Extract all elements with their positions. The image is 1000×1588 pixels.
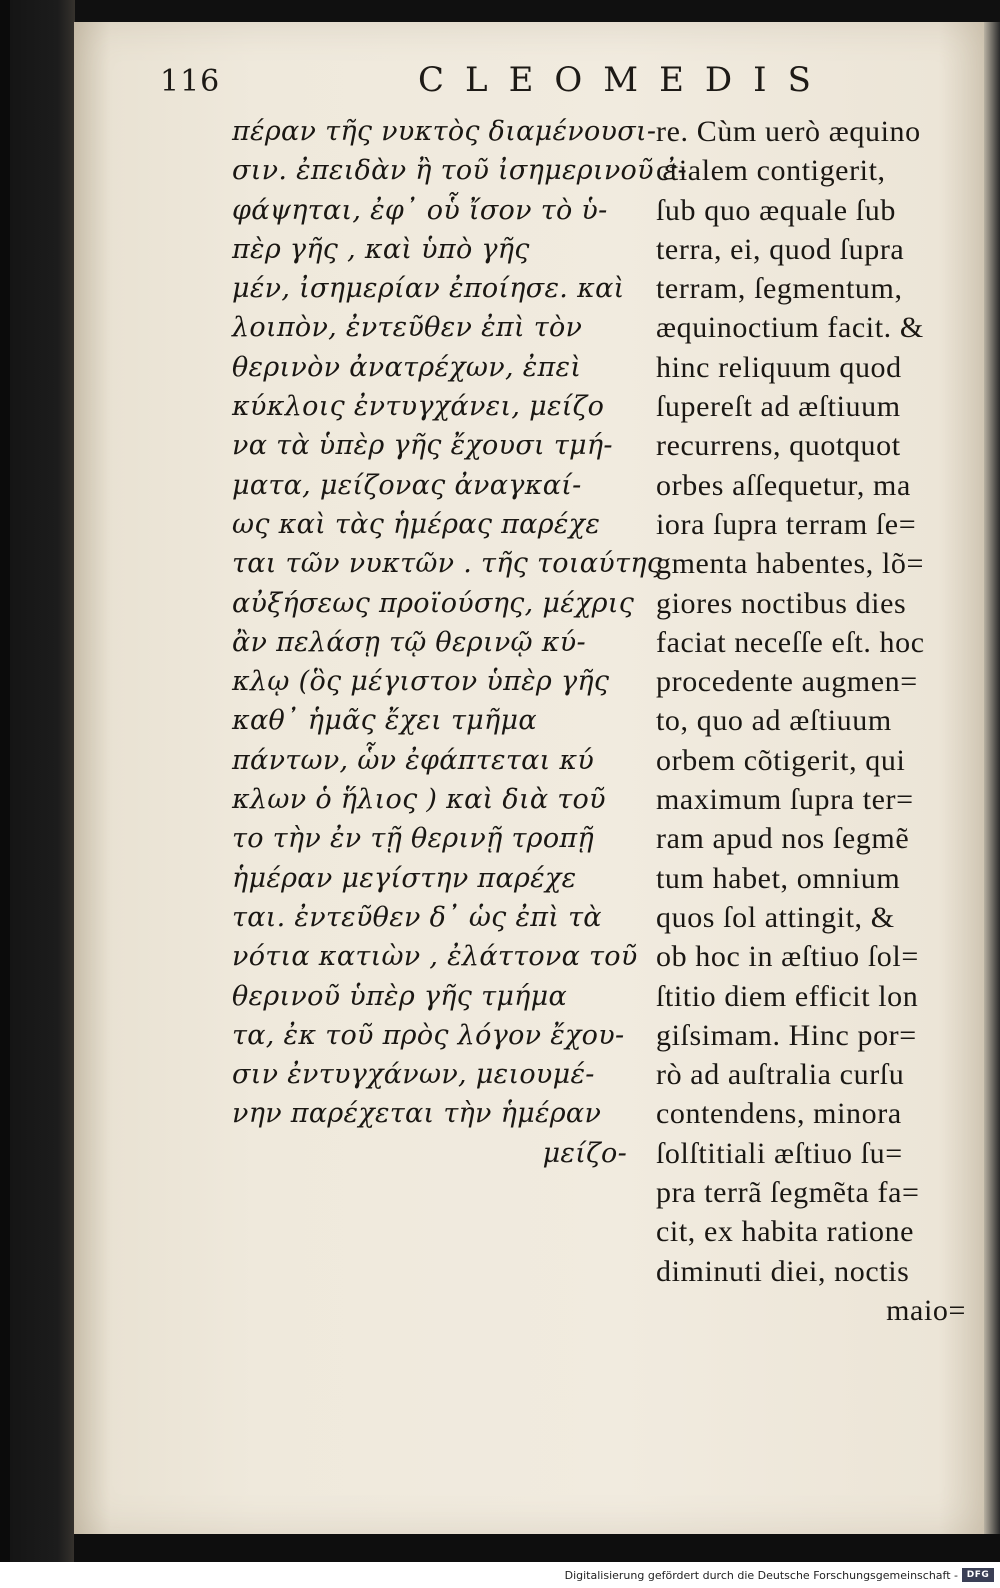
footer-bar — [0, 1562, 1000, 1588]
latin-text-line: giſsimam. Hinc por= — [656, 1018, 917, 1052]
latin-text-line: pra terrã ſegmẽta fa= — [656, 1176, 920, 1210]
latin-text-line: quos ſol attingit, & — [656, 900, 895, 934]
greek-text-line: μέν, ἰσημερίαν ἐποίησε. καὶ — [232, 273, 625, 305]
latin-text-line: ſolſtitiali æſtiuo ſu= — [656, 1136, 903, 1170]
latin-text-column — [656, 112, 966, 1330]
latin-text-line: procedente augmen= — [656, 665, 918, 699]
greek-text-line: αὐξήσεως προϊούσης, μέχρις — [232, 587, 635, 619]
page-header — [160, 60, 900, 110]
greek-text-line: νότια κατιὼν , ἐλάττονα τοῦ — [232, 941, 638, 973]
latin-text-line: tum habet, omnium — [656, 861, 901, 895]
latin-text-line: ſub quo æquale ſub — [656, 193, 896, 227]
latin-text-line: maio= — [886, 1293, 966, 1327]
funding-credit: Digitalisierung gefördert durch die Deutsche Forschungsgemeinschaft - — [564, 1569, 958, 1582]
greek-text-line: μείζο- — [542, 1137, 627, 1169]
latin-text-line: giores noctibus dies — [656, 586, 907, 620]
top-edge — [75, 0, 1000, 22]
latin-text-line: to, quo ad æſtiuum — [656, 704, 892, 738]
greek-text-line: καθ᾽ ἡμᾶς ἔχει τμῆμα — [232, 705, 537, 737]
greek-text-line: θερινοῦ ὑπὲρ γῆς τμήμα — [232, 980, 568, 1012]
greek-text-line: κλῳ (ὃς μέγιστον ὑπὲρ γῆς — [232, 666, 610, 698]
latin-text-line: diminuti diei, noctis — [656, 1254, 910, 1288]
greek-text-line: θερινὸν ἀνατρέχων, ἐπεὶ — [232, 351, 582, 383]
bottom-edge — [74, 1534, 1000, 1562]
greek-text-line: ἂν πελάσῃ τῷ θερινῷ κύ- — [232, 626, 586, 658]
greek-text-line: σιν. ἐπειδὰν ἢ τοῦ ἰσημερινοῦ ἐ- — [232, 155, 687, 187]
book-spine — [10, 0, 78, 1562]
running-title: CLEOMEDIS — [418, 60, 832, 100]
greek-text-line: να τὰ ὑπὲρ γῆς ἔχουσι τμή- — [232, 430, 613, 462]
dfg-logo: DFG — [962, 1568, 994, 1582]
latin-text-line: hinc reliquum quod — [656, 350, 902, 384]
page-number: 116 — [160, 64, 221, 99]
latin-text-line: cit, ex habita ratione — [656, 1215, 915, 1249]
latin-text-line: ſtitio diem efficit lon — [656, 979, 919, 1013]
latin-text-line: iora ſupra terram ſe= — [656, 507, 917, 541]
greek-text-line: φάψηται, ἐφ᾽ οὗ ἴσον τὸ ὑ- — [232, 194, 608, 226]
latin-text-line: re. Cùm uerò æquino — [656, 115, 921, 148]
greek-text-line: κλων ὁ ἥλιος ) καὶ διὰ τοῦ — [232, 784, 606, 816]
greek-text-line: το τὴν ἐν τῇ θερινῇ τροπῇ — [232, 823, 594, 855]
greek-text-line: ται. ἐντεῦθεν δ᾽ ὡς ἐπὶ τὰ — [232, 901, 602, 933]
latin-text-line: maximum ſupra ter= — [656, 783, 914, 817]
latin-text-line: ram apud nos ſegmẽ — [656, 822, 910, 856]
latin-text-line: ſupereſt ad æſtiuum — [656, 390, 901, 424]
greek-text-line: κύκλοις ἐντυγχάνει, μείζο — [232, 391, 605, 423]
greek-text-line: τα, ἐκ τοῦ πρὸς λόγον ἔχου- — [232, 1019, 625, 1051]
latin-text-line: gmenta habentes, lõ= — [656, 547, 925, 581]
latin-text-line: recurrens, quotquot — [656, 429, 901, 463]
latin-text-line: ob hoc in æſtiuo ſol= — [656, 940, 919, 974]
greek-text-line: πέραν τῆς νυκτὸς διαμένουσι- — [232, 116, 657, 147]
greek-text-line: πὲρ γῆς , καὶ ὑπὸ γῆς — [232, 233, 530, 265]
latin-text-line: rò ad auſtralia curſu — [656, 1058, 905, 1092]
greek-text-line: πάντων, ὧν ἐφάπτεται κύ — [232, 744, 595, 776]
greek-text-line: ματα, μείζονας ἀναγκαί- — [232, 469, 582, 501]
latin-text-line: orbem cõtigerit, qui — [656, 743, 906, 777]
greek-text-line: ται τῶν νυκτῶν . τῆς τοιαύτης — [232, 548, 663, 580]
greek-text-line: λοιπὸν, ἐντεῦθεν ἐπὶ τὸν — [232, 312, 583, 344]
latin-text-line: terram, ſegmentum, — [656, 272, 903, 306]
latin-text-line: æquinoctium facit. & — [656, 311, 924, 345]
latin-text-line: faciat neceſſe eſt. hoc — [656, 625, 925, 659]
latin-text-line: terra, ei, quod ſupra — [656, 232, 905, 266]
greek-text-line: νην παρέχεται τὴν ἡμέραν — [232, 1098, 602, 1130]
greek-text-line: σιν ἐντυγχάνων, μειουμέ- — [232, 1059, 595, 1091]
page-edge — [984, 22, 1000, 1562]
latin-text-line: orbes aſſequetur, ma — [656, 468, 911, 502]
greek-text-line: ἡμέραν μεγίστην παρέχε — [232, 862, 577, 894]
latin-text-line: ctialem contigerit, — [656, 154, 886, 188]
latin-text-line: contendens, minora — [656, 1097, 902, 1131]
greek-text-column — [232, 112, 687, 1173]
greek-text-line: ως καὶ τὰς ἡμέρας παρέχε — [232, 508, 601, 540]
